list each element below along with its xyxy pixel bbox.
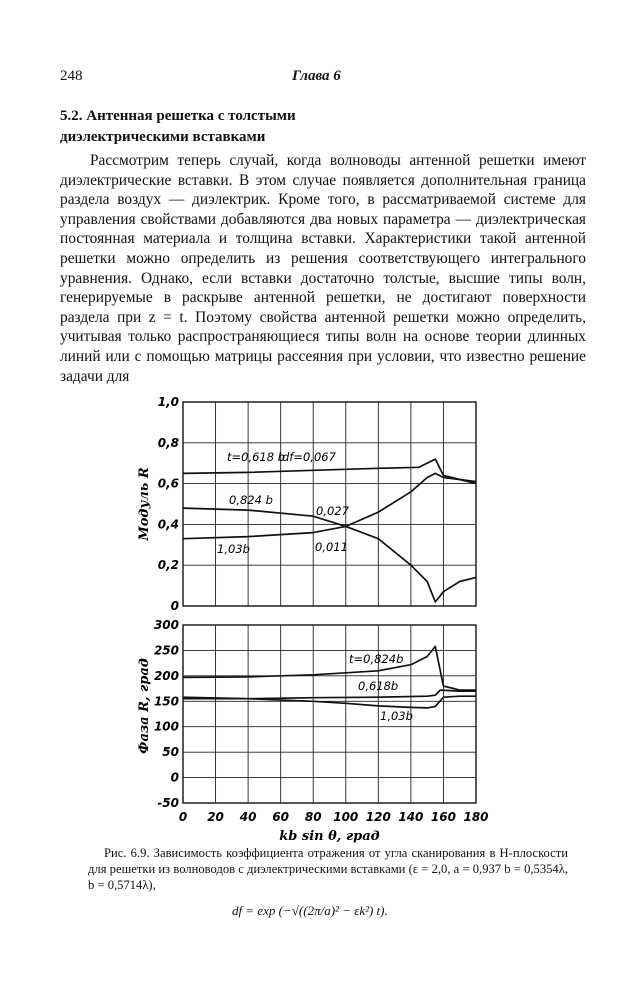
curve-annotation: 0,824 b — [229, 493, 273, 507]
y-axis-label: Модуль R — [137, 467, 152, 541]
x-tick-label: 80 — [304, 810, 322, 824]
y-tick-label: 0 — [170, 770, 179, 785]
section-title-line2: диэлектрическими вставками — [60, 129, 266, 145]
chapter-header: Глава 6 — [292, 68, 341, 84]
curve-annotation: 1,03b — [217, 542, 250, 556]
y-tick-label: 0,8 — [157, 435, 179, 450]
figure-caption — [88, 845, 568, 893]
curve-annotation: 0,027 — [316, 504, 349, 518]
series-line-2-1 — [183, 646, 476, 690]
curve-annotation: 0,618b — [358, 679, 399, 693]
y-tick-label: 150 — [153, 694, 179, 709]
x-tick-label: 180 — [463, 810, 489, 824]
x-tick-label: 120 — [365, 810, 391, 824]
y-tick-label: 100 — [153, 719, 179, 734]
curve-annotation: df=0,067 — [282, 450, 336, 464]
x-tick-label: 100 — [333, 810, 359, 824]
curve-annotation: 0,011 — [315, 540, 348, 554]
curve-annotation: t=0,824b — [349, 652, 404, 666]
y-tick-label: 0 — [170, 599, 179, 613]
y-tick-label: -50 — [157, 796, 179, 810]
caption-formula: df = exp (−√((2π/a)² − εk²) t). — [232, 903, 388, 918]
x-tick-label: 160 — [430, 810, 456, 824]
x-tick-label: 20 — [207, 810, 224, 824]
y-tick-label: 250 — [153, 643, 179, 658]
y-tick-label: 0,2 — [157, 558, 179, 573]
y-tick-label: 0,4 — [157, 517, 179, 532]
page-number: 248 — [60, 68, 83, 84]
curve-annotation: t=0,618 b — [227, 450, 286, 464]
y-tick-label: 50 — [162, 745, 179, 760]
x-tick-label: 140 — [398, 810, 424, 824]
body-paragraph: Рассмотрим теперь случай, когда волноводы антенной решетки имеют диэлектрические вставки. В этом случае появляется дополнительная граница раздела воздух — диэлектрик. Кроме того, в рассматриваемой системе для управления свойствами добавляются два новых параметра — диэлектрическая постоянная материала и толщина вставки. Характеристики такой антенной решетки можно определить из решения соответствующего интегрального уравнения. Однако, если вставки достаточно толстые, высшие типы волн, генерируемые в раскрыве антенной решетки, не достигают поверхности раздела при z = t. Поэтому свойства антенной решетки можно определить, учитывая только распространяющиеся типы волн на основе теории длинных линий или с помощью матрицы рассеяния при условии, что известно решение задачи для — [60, 152, 586, 385]
section-title-line1: Антенная решетка с толстыми — [86, 108, 296, 124]
x-axis-label: kb sin θ, град — [279, 829, 380, 844]
x-tick-label: 60 — [272, 810, 290, 824]
y-tick-label: 1,0 — [157, 395, 179, 409]
y-axis-label: Фаза R, град — [137, 658, 152, 754]
curve-annotation: 1,03b — [380, 709, 413, 723]
y-tick-label: 200 — [153, 668, 179, 683]
x-tick-label: 40 — [239, 810, 257, 824]
caption-text: Рис. 6.9. Зависимость коэффициента отражения от угла сканирования в H-плоскости для решетки из волноводов с диэлектрическими вставками (ε = 2,0, a = 0,937 b = 0,5354λ, b = 0,5714λ), — [88, 846, 568, 892]
y-tick-label: 0,6 — [157, 476, 179, 491]
x-tick-label: 0 — [178, 810, 188, 824]
y-tick-label: 300 — [153, 618, 179, 632]
section-number: 5.2. — [60, 108, 83, 124]
